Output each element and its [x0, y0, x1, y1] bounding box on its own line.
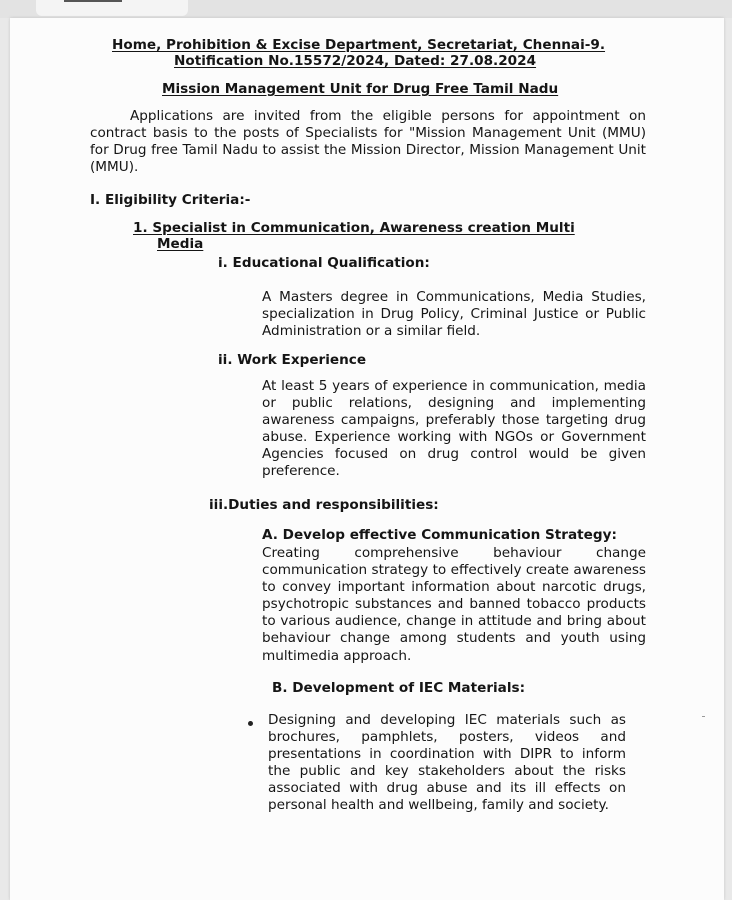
- tab-stub[interactable]: [36, 0, 188, 16]
- experience-text: At least 5 years of experience in communication, media or public relations, designing and implementing awareness campaigns, preferably those targeting drug abuse. Experience working with NGOs or Government Agencies focused on drug control would be given preference.: [262, 378, 646, 480]
- document-page: [10, 18, 724, 900]
- bullet-icon: [248, 721, 253, 726]
- window-top-bar: [0, 0, 732, 18]
- education-heading: i. Educational Qualification:: [218, 255, 430, 271]
- experience-heading: ii. Work Experience: [218, 352, 367, 368]
- post-title-line2: Media: [157, 236, 204, 252]
- duties-heading: iii.Duties and responsibilities:: [209, 497, 439, 513]
- eligibility-heading: I. Eligibility Criteria:-: [90, 192, 251, 208]
- unit-title: Mission Management Unit for Drug Free Tamil Nadu: [162, 81, 559, 97]
- scan-speck: [702, 716, 705, 717]
- duty-a-heading: A. Develop effective Communication Strategy:: [262, 527, 617, 543]
- post-title-line1: 1. Specialist in Communication, Awareness creation Multi: [133, 220, 575, 236]
- department-heading: Home, Prohibition & Excise Department, Secretariat, Chennai-9.: [112, 37, 606, 53]
- duty-b-heading: B. Development of IEC Materials:: [272, 680, 526, 696]
- notification-heading: Notification No.15572/2024, Dated: 27.08.2024: [174, 53, 537, 69]
- education-text: A Masters degree in Communications, Media Studies, specialization in Drug Policy, Criminal Justice or Public Administration or a similar field.: [262, 289, 646, 340]
- duty-b-bullet-text: Designing and developing IEC materials such as brochures, pamphlets, posters, videos and presentations in coordination with DIPR to inform the public and key stakeholders about the risks associated with drug abuse and its ill effects on personal health and wellbeing, family and society.: [268, 712, 626, 814]
- duty-a-text: Creating comprehensive behaviour change communication strategy to effectively create awareness to convey important information about narcotic drugs, psychotropic substances and banned tobacco products to various audience, change in attitude and bring about behaviour change among students and youth using multimedia approach.: [262, 545, 646, 664]
- intro-paragraph: Applications are invited from the eligible persons for appointment on contract basis to the posts of Specialists for "Mission Management Unit (MMU) for Drug free Tamil Nadu to assist the Mission Director, Mission Management Unit (MMU).: [90, 108, 646, 176]
- tab-indicator: [64, 0, 122, 2]
